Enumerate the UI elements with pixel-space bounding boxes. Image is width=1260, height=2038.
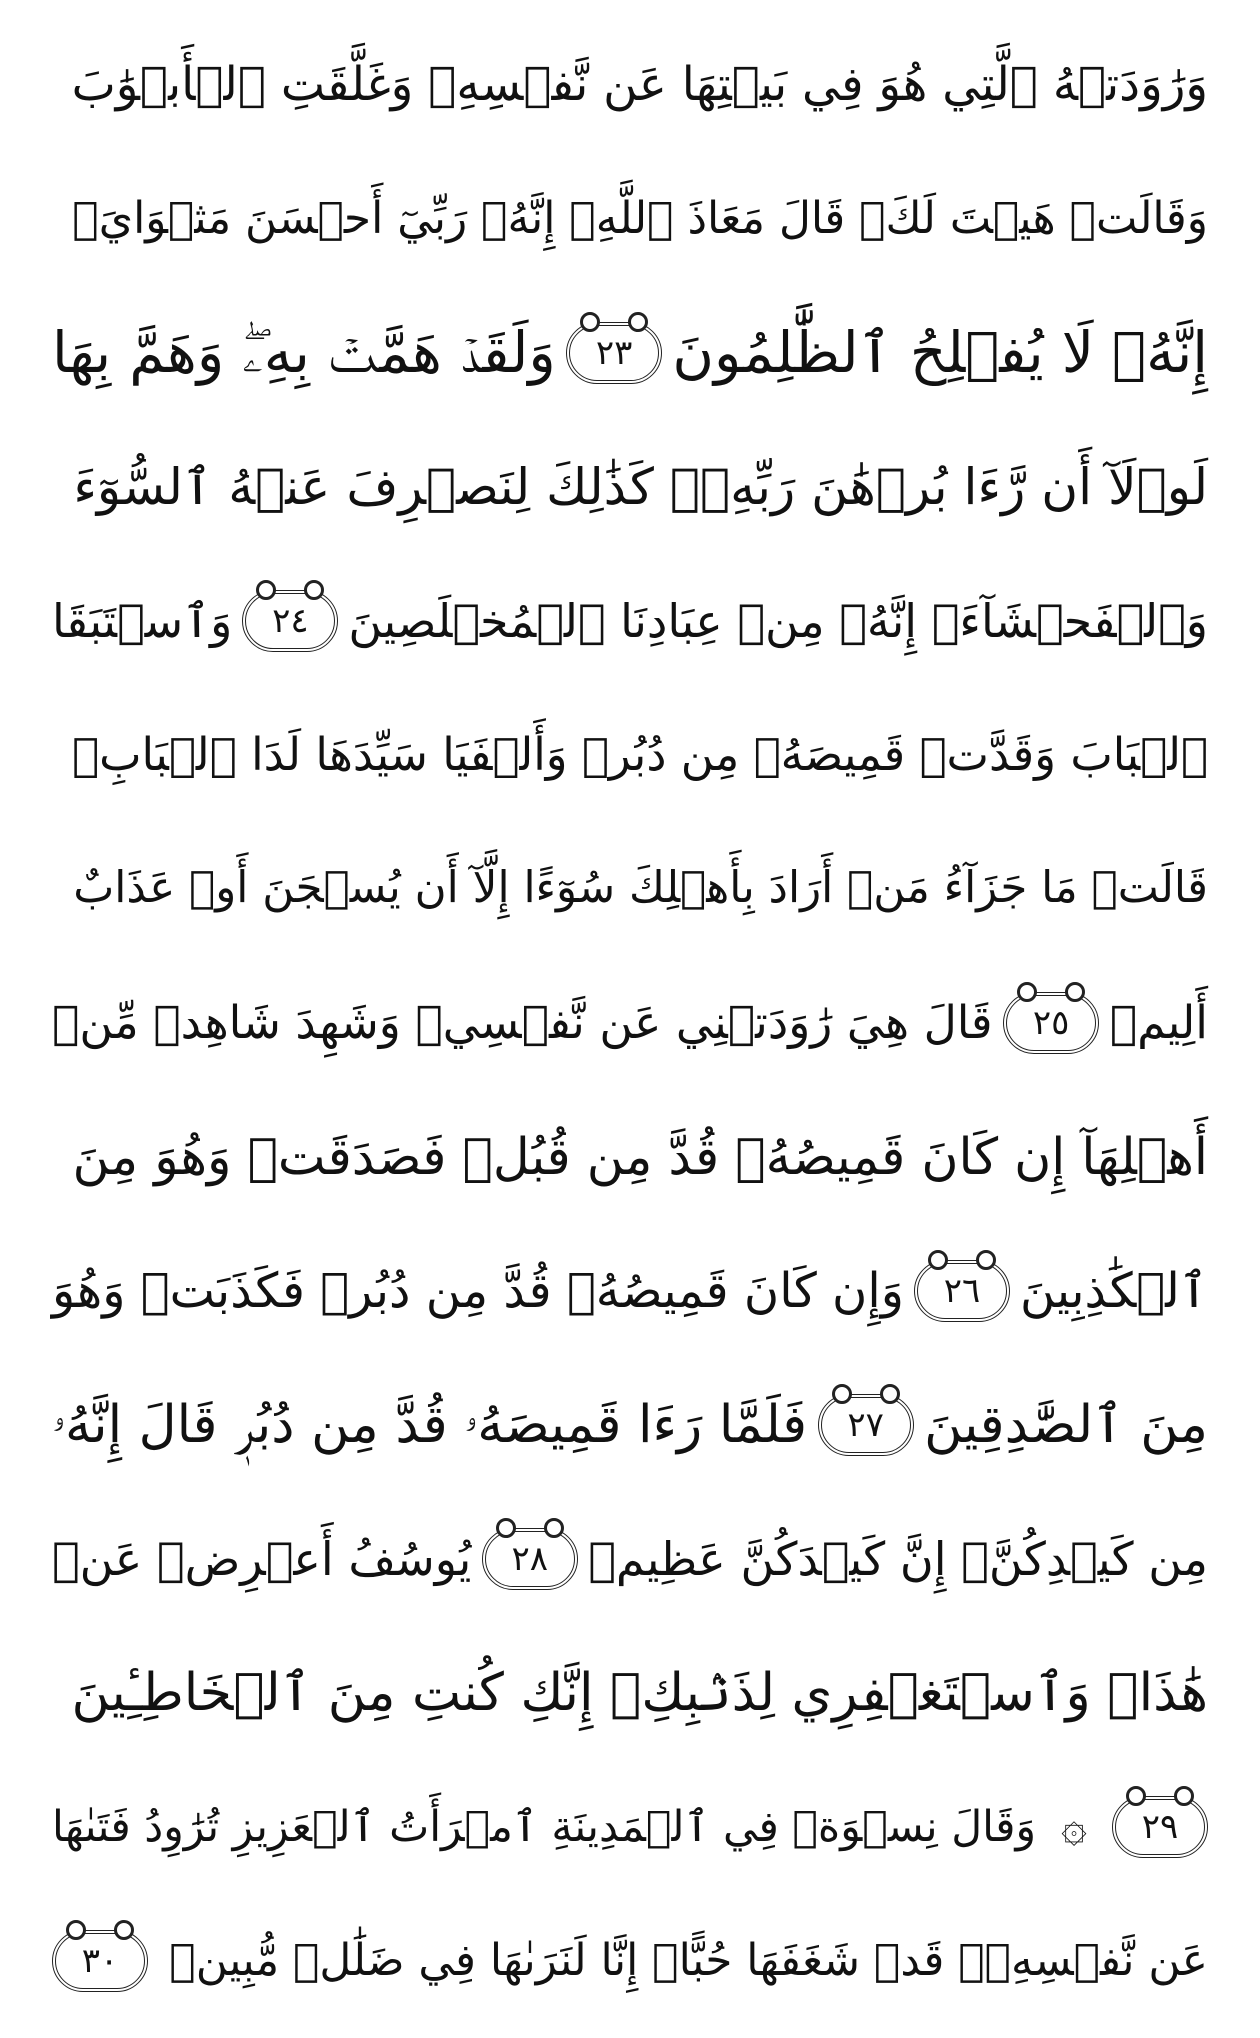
verse-text: يُوسُفُ أَعۡرِضۡ عَنۡ	[52, 1531, 472, 1586]
verse-line-7	[52, 822, 1208, 956]
verse-line-14	[52, 1760, 1208, 1894]
verse-line-9	[52, 1090, 1208, 1224]
verse-text: ٱلۡكَٰذِبِينَ	[1019, 1262, 1208, 1319]
verse-text: ٱلۡبَابَ وَقَدَّتۡ قَمِيصَهُۥ مِن دُبُرٖ وَأَلۡفَيَا سَيِّدَهَا لَدَا ٱلۡبَابِۚ	[72, 728, 1208, 782]
verse-line-5	[52, 554, 1208, 688]
verse-text: إِنَّهُۥ لَا يُفۡلِحُ ٱلظَّٰلِمُونَ	[672, 319, 1208, 386]
verse-text: وَلَقَدۡ هَمَّتۡ بِهِۦۖ وَهَمَّ بِهَا	[52, 319, 556, 386]
verse-text: وَإِن كَانَ قَمِيصُهُۥ قُدَّ مِن دُبُرٖ فَكَذَبَتۡ وَهُوَ	[52, 1262, 904, 1319]
verse-text: لَوۡلَآ أَن رَّءَا بُرۡهَٰنَ رَبِّهِۦۚ كَذَٰلِكَ لِنَصۡرِفَ عَنۡهُ ٱلسُّوٓءَ	[73, 456, 1208, 516]
verse-text: وَقَالَتۡ هَيۡتَ لَكَۚ قَالَ مَعَاذَ ٱللَّهِۖ إِنَّهُۥ رَبِّيٓ أَحۡسَنَ مَثۡوَايَۖ	[72, 193, 1208, 245]
verse-line-4	[52, 420, 1208, 554]
verse-text: وَٱلۡفَحۡشَآءَۚ إِنَّهُۥ مِنۡ عِبَادِنَا ٱلۡمُخۡلَصِينَ	[348, 594, 1208, 648]
verse-line-6	[52, 688, 1208, 822]
verse-line-2	[52, 152, 1208, 286]
verse-text: وَقَالَ نِسۡوَةٞ فِي ٱلۡمَدِينَةِ ٱمۡرَأَتُ ٱلۡعَزِيزِ تُرَٰوِدُ فَتَىٰهَا	[52, 1801, 1037, 1852]
verse-text: قَالَتۡ مَا جَزَآءُ مَنۡ أَرَادَ بِأَهۡلِكَ سُوٓءًا إِلَّآ أَن يُسۡجَنَ أَوۡ عَذَابٌ	[73, 863, 1208, 914]
verse-text: أَلِيمٞ	[1109, 996, 1208, 1050]
verse-text: وَرَٰوَدَتۡهُ ٱلَّتِي هُوَ فِي بَيۡتِهَا عَن نَّفۡسِهِۦ وَغَلَّقَتِ ٱلۡأَبۡوَٰبَ	[71, 56, 1208, 112]
verse-text: هَٰذَاۚ وَٱسۡتَغۡفِرِي لِذَنۢبِكِۖ إِنَّكِ كُنتِ مِنَ ٱلۡخَاطِـِٔينَ	[71, 1662, 1208, 1723]
verse-text: قَالَ هِيَ رَٰوَدَتۡنِي عَن نَّفۡسِيۚ وَشَهِدَ شَاهِدٞ مِّنۡ	[52, 996, 993, 1050]
verse-text: أَهۡلِهَآ إِن كَانَ قَمِيصُهُۥ قُدَّ مِن قُبُلٖ فَصَدَقَتۡ وَهُوَ مِنَ	[72, 1126, 1208, 1186]
verse-line-8	[52, 956, 1208, 1090]
verse-line-3	[52, 286, 1208, 420]
ayah-number-marker: ٣٠	[52, 1930, 148, 1992]
verse-line-15	[52, 1894, 1208, 2028]
verse-line-10	[52, 1224, 1208, 1358]
verse-text: وَٱسۡتَبَقَا	[52, 594, 233, 648]
ayah-number-marker: ٢٣	[566, 322, 662, 384]
verse-line-1	[52, 18, 1208, 152]
verse-line-12	[52, 1492, 1208, 1626]
verse-text: مِن كَيۡدِكُنَّۖ إِنَّ كَيۡدَكُنَّ عَظِيمٞ	[588, 1531, 1208, 1586]
ayah-number-marker: ٢٦	[914, 1260, 1010, 1322]
ayah-number-marker: ٢٧	[818, 1394, 914, 1456]
verse-line-11	[52, 1358, 1208, 1492]
ayah-number-marker: ٢٨	[482, 1528, 578, 1590]
ayah-number-marker: ٢٤	[242, 590, 338, 652]
hizb-star-icon: ۞	[1061, 1801, 1087, 1852]
ayah-number-marker: ٢٩	[1112, 1796, 1208, 1858]
verse-text: فَلَمَّا رَءَا قَمِيصَهُۥ قُدَّ مِن دُبُرٖ قَالَ إِنَّهُۥ	[52, 1394, 808, 1455]
verse-line-13	[52, 1626, 1208, 1760]
verse-text: عَن نَّفۡسِهِۦۖ قَدۡ شَغَفَهَا حُبًّاۖ إِنَّا لَنَرَىٰهَا فِي ضَلَٰلٖ مُّبِينٖ	[169, 1935, 1208, 1987]
verse-text: مِنَ ٱلصَّٰدِقِينَ	[924, 1394, 1208, 1455]
ayah-number-marker: ٢٥	[1003, 992, 1099, 1054]
